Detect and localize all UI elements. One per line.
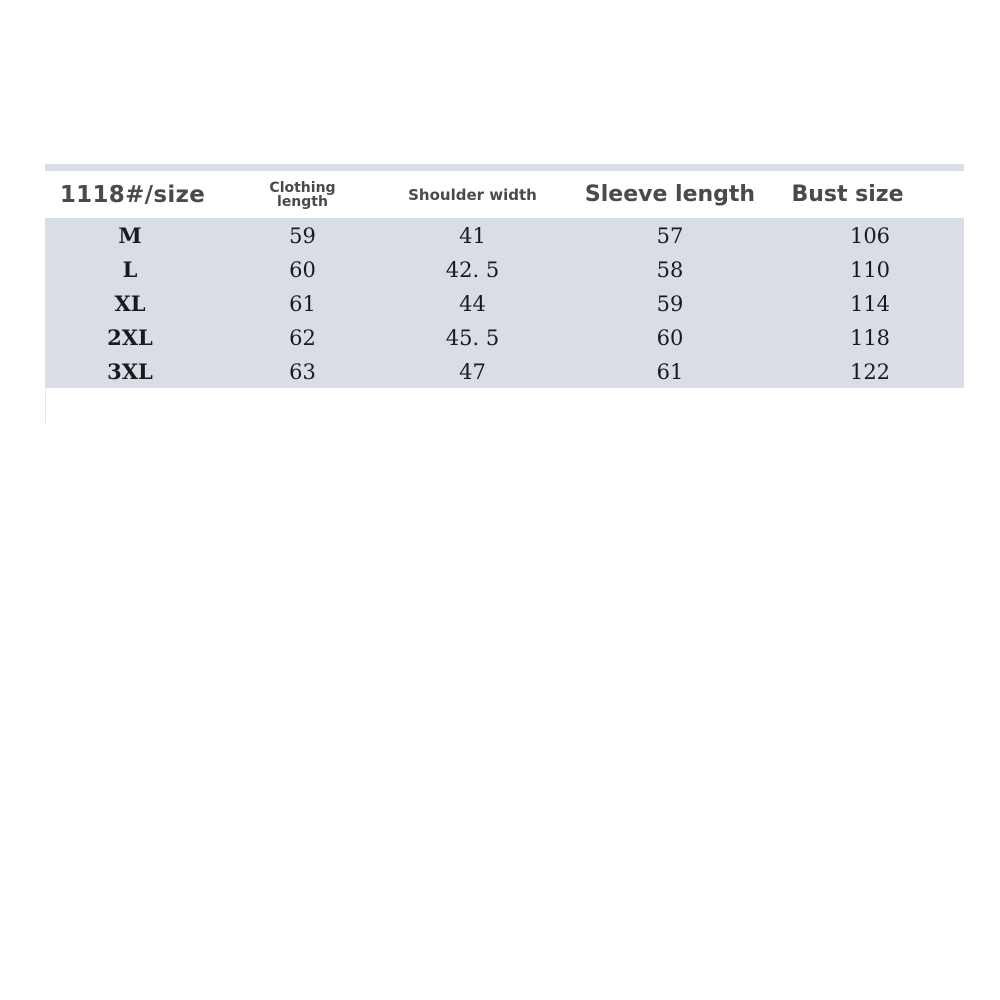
cell-bust-size: 110	[849, 258, 891, 282]
table-body	[45, 218, 964, 388]
cell-sleeve-length: 60	[656, 326, 684, 350]
header-shoulder-width: Shoulder width	[408, 185, 537, 204]
cell-shoulder-width: 45. 5	[445, 326, 500, 350]
cell-shoulder-width: 41	[459, 224, 486, 248]
cell-bust-size: 118	[849, 326, 891, 350]
cell-clothing-length: 59	[289, 224, 316, 248]
table-row	[45, 219, 964, 253]
cell-bust-size: 114	[849, 292, 891, 316]
size-chart-table	[45, 164, 964, 388]
header-clothing-length: Clothing length	[269, 179, 336, 210]
cell-clothing-length: 61	[289, 292, 316, 316]
cell-shoulder-width: 44	[459, 292, 486, 316]
table-row	[45, 253, 964, 287]
left-edge-line	[45, 389, 46, 423]
header-row	[45, 171, 964, 218]
cell-size: M	[118, 223, 142, 248]
cell-clothing-length: 63	[289, 360, 316, 384]
cell-size: 2XL	[107, 325, 153, 350]
cell-sleeve-length: 61	[656, 360, 684, 384]
cell-size: L	[122, 257, 138, 282]
cell-shoulder-width: 42. 5	[445, 258, 500, 282]
cell-clothing-length: 60	[289, 258, 316, 282]
cell-size: XL	[114, 291, 146, 316]
header-sleeve-length: Sleeve length	[584, 182, 756, 207]
header-size: 1118#/size	[59, 181, 206, 208]
table-row	[45, 287, 964, 321]
cell-bust-size: 106	[849, 224, 891, 248]
cell-sleeve-length: 58	[656, 258, 684, 282]
cell-size: 3XL	[107, 359, 153, 384]
cell-shoulder-width: 47	[459, 360, 486, 384]
cell-bust-size: 122	[849, 360, 891, 384]
header-bust-size: Bust size	[791, 182, 904, 207]
cell-sleeve-length: 57	[656, 224, 684, 248]
table-row	[45, 321, 964, 355]
table-row	[45, 355, 964, 389]
cell-clothing-length: 62	[289, 326, 316, 350]
cell-sleeve-length: 59	[656, 292, 684, 316]
top-rule	[45, 164, 964, 171]
